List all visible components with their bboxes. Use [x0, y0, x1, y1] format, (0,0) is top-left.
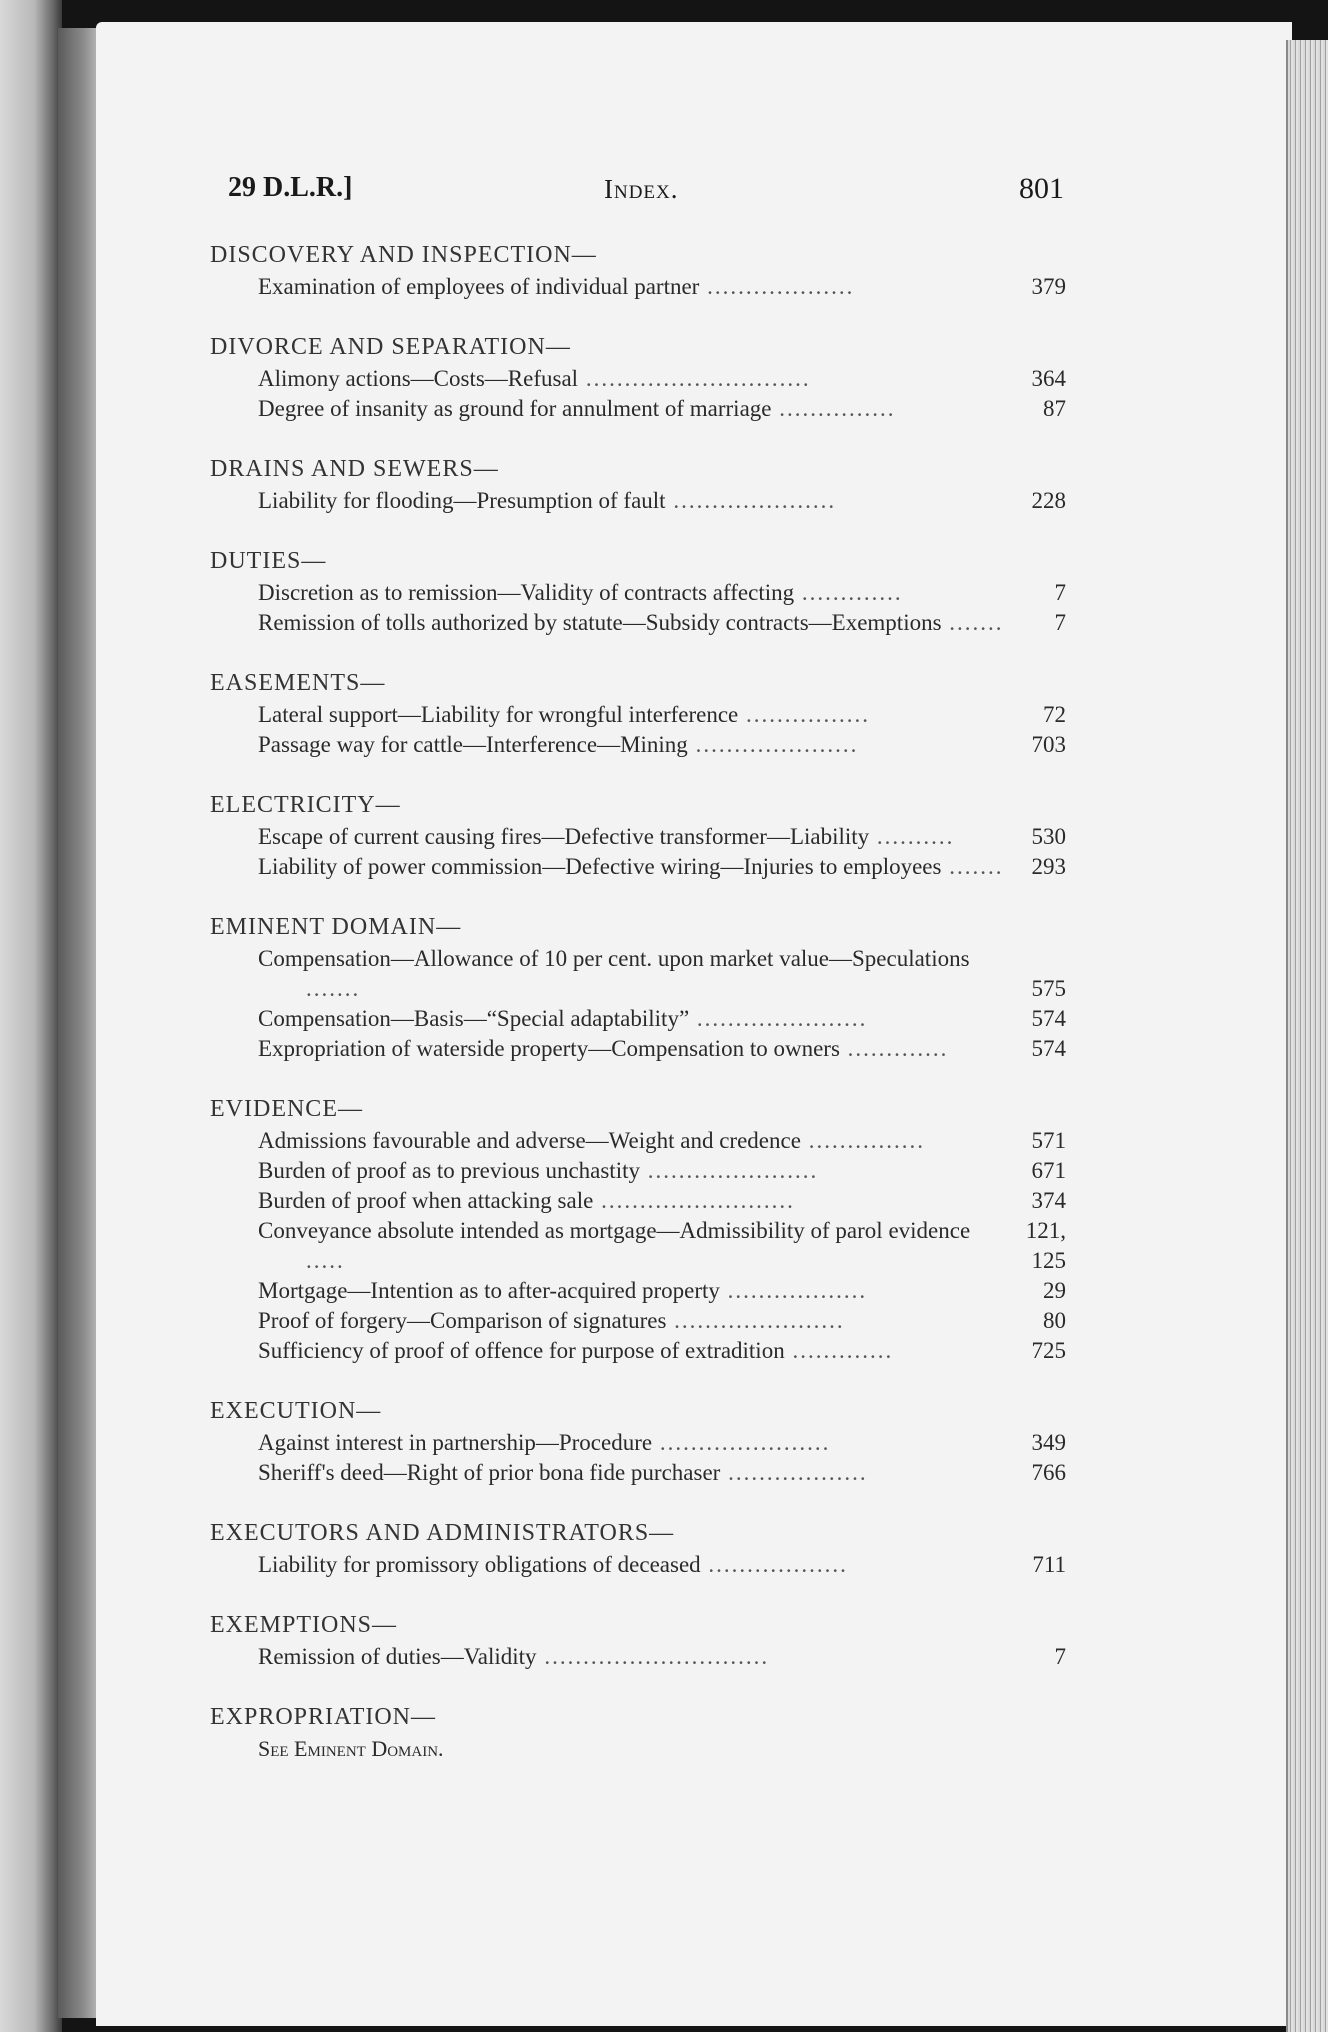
dot-leader: ................ [738, 702, 871, 727]
entry-text: Remission of duties—Validity ............................. [258, 1644, 770, 1669]
entry-page-number: 228 [1031, 488, 1066, 513]
index-section [210, 330, 1066, 424]
index-entry [210, 730, 1066, 760]
entry-text: Expropriation of waterside property—Compensation to owners ............. [258, 1036, 949, 1061]
entry-page-number: 703 [1031, 732, 1066, 757]
index-heading: DISCOVERY AND INSPECTION— [210, 242, 597, 268]
index-section [210, 1700, 1066, 1764]
index-heading: DIVORCE AND SEPARATION— [210, 334, 571, 360]
entry-page-number: 725 [1031, 1338, 1066, 1363]
entry-text: Examination of employees of individual partner ................... [258, 274, 855, 299]
index-entry [210, 1428, 1066, 1458]
dot-leader: ............................. [536, 1644, 770, 1669]
index-heading: EXPROPRIATION— [210, 1704, 437, 1730]
volume-label: 29 D.L.R.] [228, 172, 353, 203]
entry-text: Against interest in partnership—Procedure ...................... [258, 1430, 831, 1455]
entry-text: Burden of proof as to previous unchastity ...................... [258, 1158, 819, 1183]
entry-text: Liability for promissory obligations of deceased .................. [258, 1552, 848, 1577]
index-entry [210, 1336, 1066, 1366]
index-entry [210, 486, 1066, 516]
index-heading: EMINENT DOMAIN— [210, 914, 462, 940]
index-entry [210, 1276, 1066, 1306]
index-entry [210, 1306, 1066, 1336]
entry-page-number: 7 [1054, 610, 1066, 635]
entry-text: Burden of proof when attacking sale ......................... [258, 1188, 795, 1213]
dot-leader: ............................. [578, 366, 811, 391]
index-heading: EXECUTION— [210, 1398, 382, 1424]
entry-text: Proof of forgery—Comparison of signatures ...................... [258, 1308, 845, 1333]
entry-text: Conveyance absolute intended as mortgage—Admissibility of parol evidence ..... [258, 1218, 971, 1273]
entry-page-number: 364 [1031, 366, 1066, 391]
index-entry [210, 1186, 1066, 1216]
index-section [210, 1608, 1066, 1672]
entry-text: Degree of insanity as ground for annulment of marriage ............... [258, 396, 896, 421]
entry-text: Mortgage—Intention as to after-acquired property .................. [258, 1278, 868, 1303]
entry-page-number: 121, 125 [1025, 1218, 1066, 1273]
dot-leader: ..................... [665, 488, 837, 513]
running-head [228, 172, 1064, 212]
entry-text: Liability for flooding—Presumption of fault ..................... [258, 488, 837, 513]
dot-leader: ............. [839, 1036, 949, 1061]
entry-page-number: 29 [1043, 1278, 1066, 1303]
index-entry [210, 822, 1066, 852]
entry-text: Admissions favourable and adverse—Weight and credence ............... [258, 1128, 925, 1153]
entry-page-number: 671 [1031, 1158, 1066, 1183]
index-heading: EASEMENTS— [210, 670, 386, 696]
entry-page-number: 72 [1043, 702, 1066, 727]
entry-text: Compensation—Basis—“Special adaptability” ...................... [258, 1006, 868, 1031]
page-number: 801 [1019, 172, 1064, 205]
entry-page-number: 7 [1054, 580, 1066, 605]
entry-page-number: 374 [1031, 1188, 1066, 1213]
index-section [210, 666, 1066, 760]
entry-text: Lateral support—Liability for wrongful interference ................ [258, 702, 871, 727]
index-entry [210, 1126, 1066, 1156]
index-heading: DRAINS AND SEWERS— [210, 456, 499, 482]
index-entry [210, 272, 1066, 302]
index-list [210, 238, 1066, 1798]
index-entry [210, 1156, 1066, 1186]
index-entry [210, 608, 1066, 638]
index-entry [210, 578, 1066, 608]
index-section [210, 910, 1066, 1064]
entry-text: Alimony actions—Costs—Refusal ............................. [258, 366, 811, 391]
entry-page-number: 766 [1031, 1460, 1066, 1485]
page-fore-edge [1286, 40, 1328, 2032]
entry-page-number: 7 [1054, 1644, 1066, 1669]
index-heading: EVIDENCE— [210, 1096, 363, 1122]
entry-page-number: 87 [1043, 396, 1066, 421]
index-entry [210, 700, 1066, 730]
index-heading: DUTIES— [210, 548, 327, 574]
dot-leader: ...................... [689, 1006, 868, 1031]
index-heading: EXECUTORS AND ADMINISTRATORS— [210, 1520, 675, 1546]
index-entry [210, 1034, 1066, 1064]
dot-leader: ............. [784, 1338, 894, 1363]
index-entry [210, 364, 1066, 394]
entry-text: Sufficiency of proof of offence for purpose of extradition ............. [258, 1338, 894, 1363]
entry-text: Compensation—Allowance of 10 per cent. upon market value—Speculations ....... [258, 946, 970, 1001]
index-entry [210, 394, 1066, 424]
entry-page-number: 530 [1031, 824, 1066, 849]
entry-page-number: 571 [1031, 1128, 1066, 1153]
entry-page-number: 80 [1043, 1308, 1066, 1333]
dot-leader: ...................... [652, 1430, 831, 1455]
index-entry [210, 1216, 1066, 1276]
dot-leader: ......................... [593, 1188, 795, 1213]
dot-leader: ..... [306, 1248, 345, 1273]
index-section [210, 238, 1066, 302]
index-section [210, 544, 1066, 638]
index-section [210, 1516, 1066, 1580]
book-spine-left [0, 0, 62, 2032]
index-section [210, 788, 1066, 882]
dot-leader: .......... [869, 824, 955, 849]
index-section [210, 1394, 1066, 1488]
dot-leader: ....... [306, 976, 361, 1001]
index-entry [210, 1004, 1066, 1034]
dot-leader: .................. [700, 1552, 848, 1577]
dot-leader: .................. [720, 1460, 868, 1485]
dot-leader: ............... [800, 1128, 925, 1153]
dot-leader: ............. [794, 580, 903, 605]
index-heading: ELECTRICITY— [210, 792, 401, 818]
dot-leader: ....... [941, 854, 1004, 879]
index-heading: EXEMPTIONS— [210, 1612, 398, 1638]
index-entry [210, 1550, 1066, 1580]
entry-text: Passage way for cattle—Interference—Mining ..................... [258, 732, 859, 757]
entry-text: Remission of tolls authorized by statute—Subsidy contracts—Exemptions ....... [258, 610, 1004, 635]
entry-text: Escape of current causing fires—Defective transformer—Liability .......... [258, 824, 955, 849]
dot-leader: ................... [699, 274, 855, 299]
dot-leader: ...................... [639, 1158, 819, 1183]
index-section [210, 1092, 1066, 1366]
entry-text: Liability of power commission—Defective wiring—Injuries to employees ....... [258, 854, 1004, 879]
page-gutter [58, 28, 100, 2018]
dot-leader: ..................... [687, 732, 859, 757]
index-entry [210, 1458, 1066, 1488]
index-entry [210, 1642, 1066, 1672]
page-title: Index. [604, 174, 679, 204]
dot-leader: ............... [771, 396, 896, 421]
entry-page-number: 379 [1031, 274, 1066, 299]
index-section [210, 452, 1066, 516]
entry-page-number: 711 [1032, 1552, 1066, 1577]
entry-page-number: 293 [1031, 854, 1066, 879]
entry-page-number: 574 [1031, 1036, 1066, 1061]
dot-leader: ...................... [666, 1308, 845, 1333]
index-entry [210, 852, 1066, 882]
entry-page-number: 574 [1031, 1006, 1066, 1031]
entry-page-number: 349 [1031, 1430, 1066, 1455]
index-entry [210, 944, 1066, 1004]
dot-leader: .................. [719, 1278, 868, 1303]
entry-page-number: 575 [1031, 976, 1066, 1001]
see-reference: See Eminent Domain. [258, 1736, 444, 1761]
dot-leader: ....... [941, 610, 1004, 635]
entry-text: Discretion as to remission—Validity of contracts affecting ............. [258, 580, 903, 605]
entry-text: Sheriff's deed—Right of prior bona fide purchaser .................. [258, 1460, 868, 1485]
